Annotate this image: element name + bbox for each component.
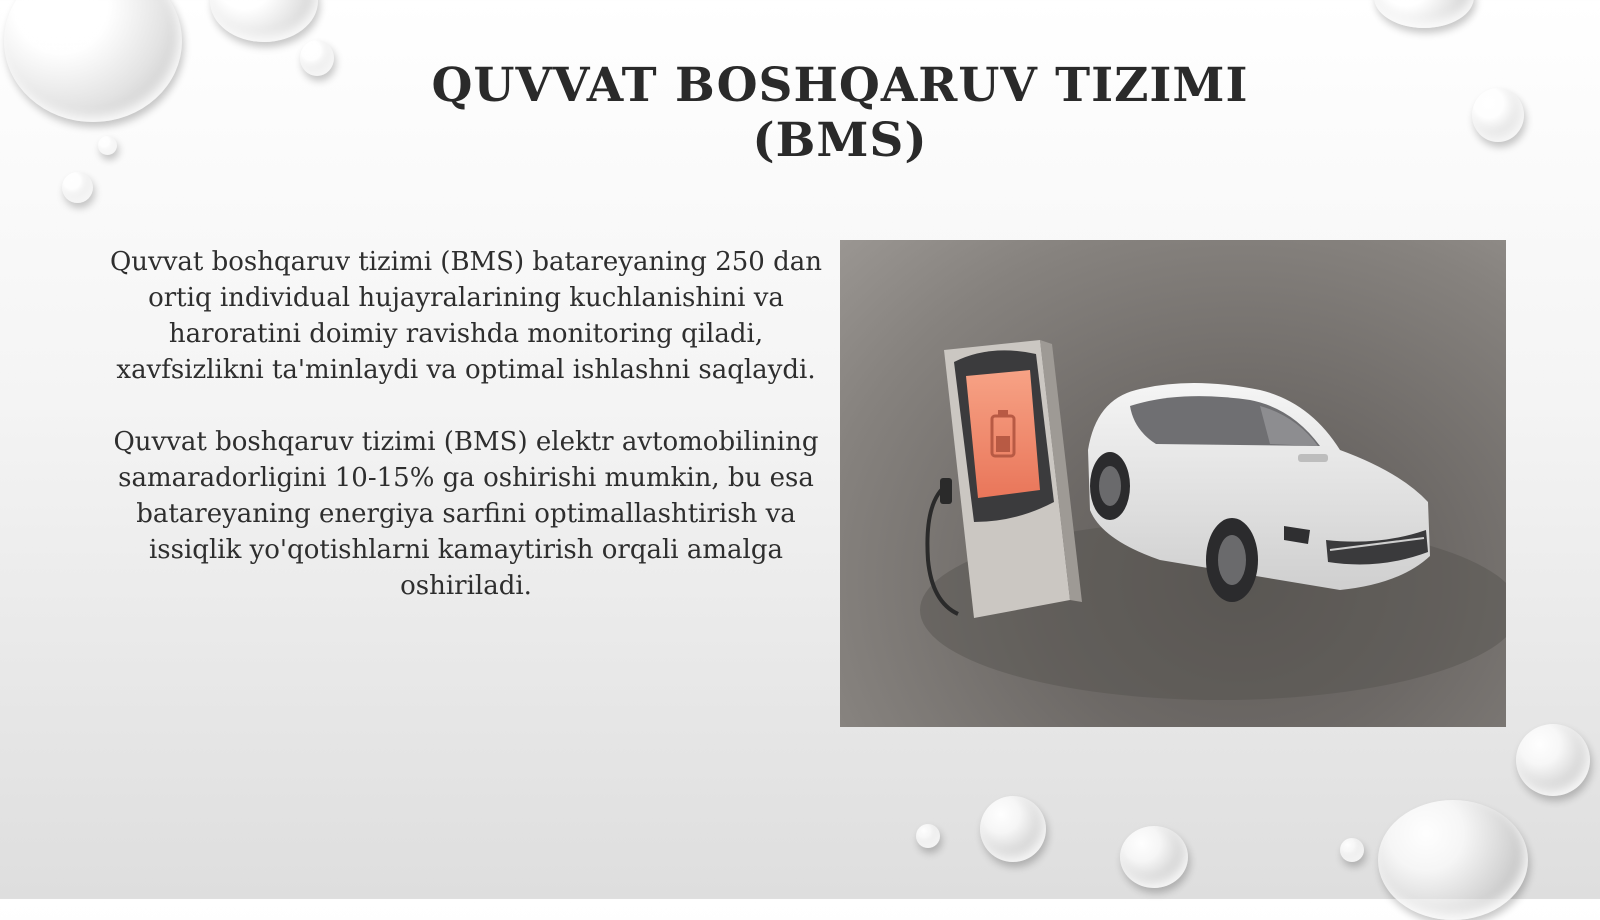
water-drop-decoration (4, 0, 182, 122)
slide-title: QUVVAT BOSHQARUV TIZIMI (BMS) (431, 58, 1249, 168)
paragraph-cell-monitoring: Quvvat boshqaruv tizimi (BMS) batareyaning 250 dan ortiq individual hujayralarining kuchlanishini va haroratini doimiy ravishda monitoring qiladi, xavfsizlikni ta'minlaydi va optimal ishlashni saqlaydi. (109, 247, 822, 385)
ev-charging-illustration (840, 240, 1506, 727)
slide-body (108, 244, 824, 604)
water-drop-decoration (300, 40, 334, 76)
water-drop-decoration (98, 136, 117, 155)
water-drop-decoration (62, 172, 93, 203)
ev-charging-photo (840, 240, 1506, 727)
water-drop-decoration (916, 824, 940, 848)
water-drop-decoration (1340, 838, 1364, 862)
water-drop-decoration (980, 796, 1046, 862)
water-drop-decoration (1472, 88, 1524, 142)
paragraph-efficiency: Quvvat boshqaruv tizimi (BMS) elektr avtomobilining samaradorligini 10-15% ga oshirishi mumkin, bu esa batareyaning energiya sarfini optimallashtirish va issiqlik yo'qotishlarni kamaytirish orqali amalga oshiriladi. (113, 427, 819, 601)
water-drop-decoration (1120, 826, 1188, 888)
water-drop-decoration (1378, 800, 1528, 920)
water-drop-decoration (1374, 0, 1474, 28)
water-drop-decoration (1516, 724, 1590, 796)
water-drop-decoration (210, 0, 318, 42)
